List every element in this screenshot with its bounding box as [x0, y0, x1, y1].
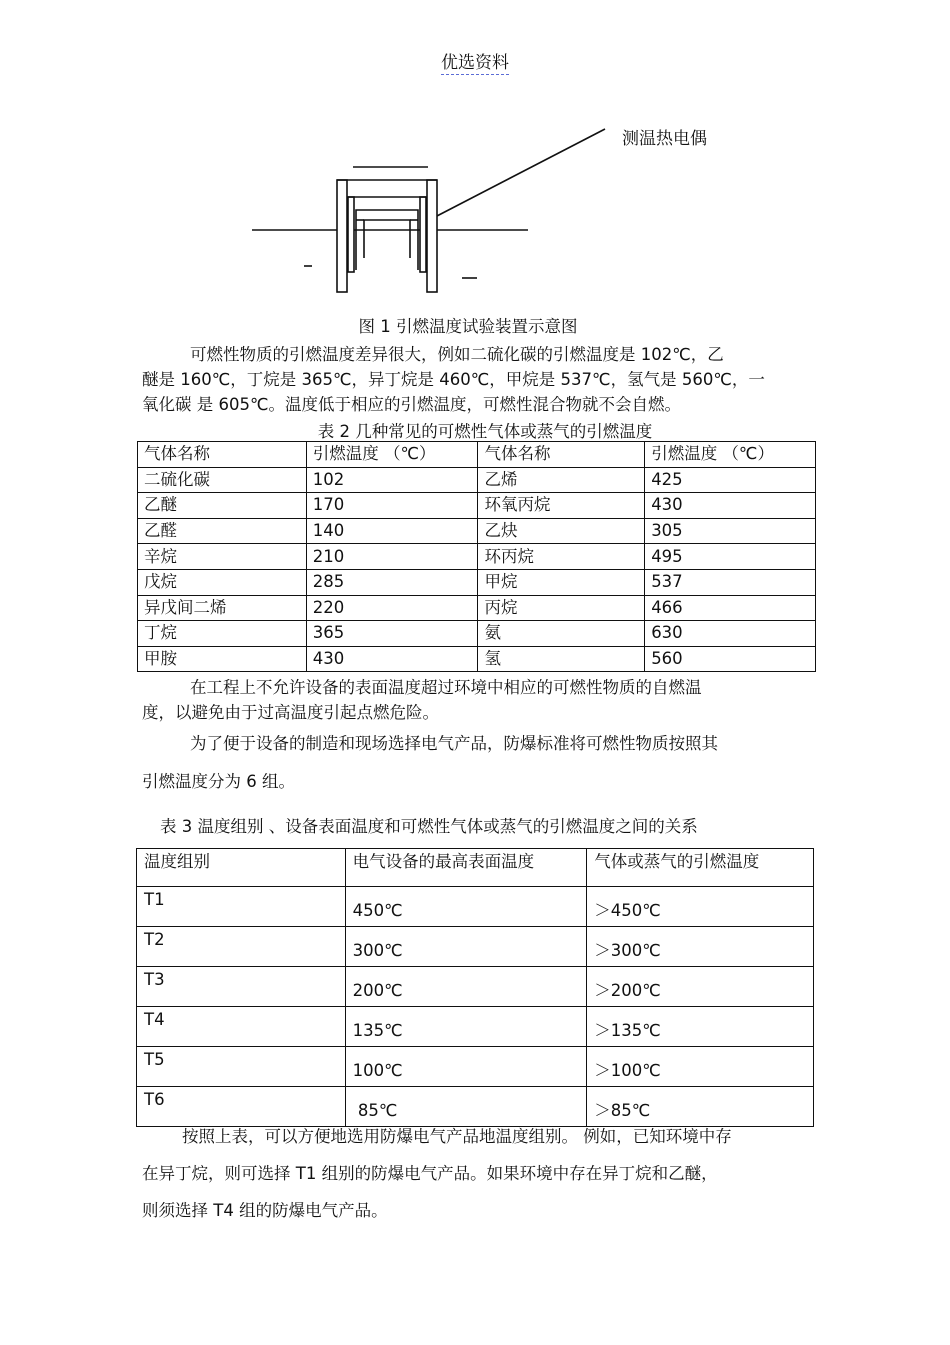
gas-name-cell: 甲烷	[478, 569, 645, 595]
temp-class-cell: T1	[137, 887, 346, 927]
inner-flask	[356, 210, 418, 270]
table-header-row	[137, 849, 814, 887]
gas-name-cell: 环氧丙烷	[478, 493, 645, 519]
intro-paragraph	[142, 342, 806, 417]
gas-name-cell: 戊烷	[138, 569, 307, 595]
surface-temp-cell: 85℃	[345, 1087, 587, 1127]
temp-cell: 560	[645, 646, 816, 672]
surface-temp-cell: 450℃	[345, 887, 587, 927]
table-row	[137, 1087, 814, 1127]
temp-cell: 210	[306, 544, 478, 570]
page-header	[0, 48, 950, 73]
gas-name-cell: 乙醛	[138, 518, 307, 544]
paragraph-2-line-1: 在工程上不允许设备的表面温度超过环境中相应的可燃性物质的自燃温	[190, 678, 702, 697]
heater-left	[348, 197, 354, 272]
closing-line-3: 则须选择 T4 组的防爆电气产品。	[142, 1201, 388, 1220]
temperature-class-table	[136, 848, 814, 1127]
header-cell: 引燃温度 （℃）	[306, 442, 478, 468]
temp-class-cell: T4	[137, 1007, 346, 1047]
temp-cell: 102	[306, 467, 478, 493]
gas-name-cell: 二硫化碳	[138, 467, 307, 493]
table2-caption: 表 2 几种常见的可燃性气体或蒸气的引燃温度	[317, 422, 653, 441]
table-row	[137, 927, 814, 967]
surface-temp-cell: 135℃	[345, 1007, 587, 1047]
table-row	[137, 887, 814, 927]
temp-cell: 537	[645, 569, 816, 595]
table-row	[138, 621, 816, 647]
temp-cell: 220	[306, 595, 478, 621]
header-text: 优选资料	[441, 53, 509, 73]
ignition-temp-cell: ＞450℃	[587, 887, 814, 927]
intro-line-3: 氧化碳 是 605℃。温度低于相应的引燃温度，可燃性混合物就不会自燃。	[142, 395, 682, 414]
ignition-temp-cell: ＞135℃	[587, 1007, 814, 1047]
header-cell: 气体或蒸气的引燃温度	[587, 849, 814, 887]
surface-temp-cell: 100℃	[345, 1047, 587, 1087]
temp-cell: 630	[645, 621, 816, 647]
closing-line-2: 在异丁烷，则可选择 T1 组别的防爆电气产品。如果环境中存在异丁烷和乙醚，	[142, 1164, 718, 1183]
surface-temp-cell: 200℃	[345, 967, 587, 1007]
gas-name-cell: 丙烷	[478, 595, 645, 621]
table3-caption: 表 3 温度组别 、设备表面温度和可燃性气体或蒸气的引燃温度之间的关系	[160, 817, 698, 836]
header-cell: 电气设备的最高表面温度	[345, 849, 587, 887]
gas-name-cell: 环丙烷	[478, 544, 645, 570]
table-row	[138, 467, 816, 493]
temp-class-cell: T6	[137, 1087, 346, 1127]
thermocouple-lead	[435, 129, 605, 217]
closing-line-1: 按照上表，可以方便地选用防爆电气产品地温度组别。 例如，已知环境中存	[182, 1127, 732, 1146]
paragraph-2-line-2: 度，以避免由于过高温度引起点燃危险。	[142, 703, 439, 722]
gas-name-cell: 辛烷	[138, 544, 307, 570]
intro-line-1: 可燃性物质的引燃温度差异很大，例如二硫化碳的引燃温度是 102℃，乙	[190, 345, 724, 364]
table-row	[138, 544, 816, 570]
temp-cell: 365	[306, 621, 478, 647]
ignition-temp-cell: ＞300℃	[587, 927, 814, 967]
table-row	[137, 967, 814, 1007]
ignition-temp-cell: ＞100℃	[587, 1047, 814, 1087]
temp-class-cell: T2	[137, 927, 346, 967]
table-row	[138, 595, 816, 621]
header-cell: 温度组别	[137, 849, 346, 887]
figure-caption: 图 1 引燃温度试验装置示意图	[358, 317, 578, 336]
gas-name-cell: 乙烯	[478, 467, 645, 493]
table-row	[138, 569, 816, 595]
gas-name-cell: 氨	[478, 621, 645, 647]
gas-name-cell: 氢	[478, 646, 645, 672]
outer-vessel-right-wall	[427, 180, 437, 292]
table-row	[137, 1047, 814, 1087]
temp-cell: 430	[306, 646, 478, 672]
paragraph-2	[142, 675, 806, 725]
gas-name-cell: 异戊间二烯	[138, 595, 307, 621]
table-row	[138, 518, 816, 544]
header-cell: 气体名称	[478, 442, 645, 468]
surface-temp-cell: 300℃	[345, 927, 587, 967]
temp-cell: 425	[645, 467, 816, 493]
temp-cell: 285	[306, 569, 478, 595]
gas-name-cell: 甲胺	[138, 646, 307, 672]
ignition-temp-table	[137, 441, 816, 672]
ignition-temp-cell: ＞85℃	[587, 1087, 814, 1127]
temp-cell: 495	[645, 544, 816, 570]
header-cell: 引燃温度 （℃）	[645, 442, 816, 468]
intro-line-2: 醚是 160℃，丁烷是 365℃，异丁烷是 460℃，甲烷是 537℃，氢气是 560℃，一	[142, 370, 765, 389]
temp-cell: 140	[306, 518, 478, 544]
temp-cell: 305	[645, 518, 816, 544]
thermocouple-label: 测温热电偶	[622, 129, 707, 149]
ignition-temp-cell: ＞200℃	[587, 967, 814, 1007]
table-row	[137, 1007, 814, 1047]
table-row	[138, 646, 816, 672]
gas-name-cell: 乙炔	[478, 518, 645, 544]
table-row	[138, 493, 816, 519]
outer-vessel-left-wall	[337, 180, 347, 292]
paragraph-3-line-2: 引燃温度分为 6 组。	[142, 772, 295, 791]
temp-class-cell: T5	[137, 1047, 346, 1087]
paragraph-3-line-1: 为了便于设备的制造和现场选择电气产品，防爆标准将可燃性物质按照其	[190, 734, 718, 753]
temp-cell: 170	[306, 493, 478, 519]
apparatus-diagram	[240, 120, 620, 300]
temp-cell: 430	[645, 493, 816, 519]
temp-class-cell: T3	[137, 967, 346, 1007]
header-cell: 气体名称	[138, 442, 307, 468]
heater-right	[420, 197, 426, 272]
gas-name-cell: 丁烷	[138, 621, 307, 647]
table-header-row	[138, 442, 816, 468]
gas-name-cell: 乙醚	[138, 493, 307, 519]
temp-cell: 466	[645, 595, 816, 621]
